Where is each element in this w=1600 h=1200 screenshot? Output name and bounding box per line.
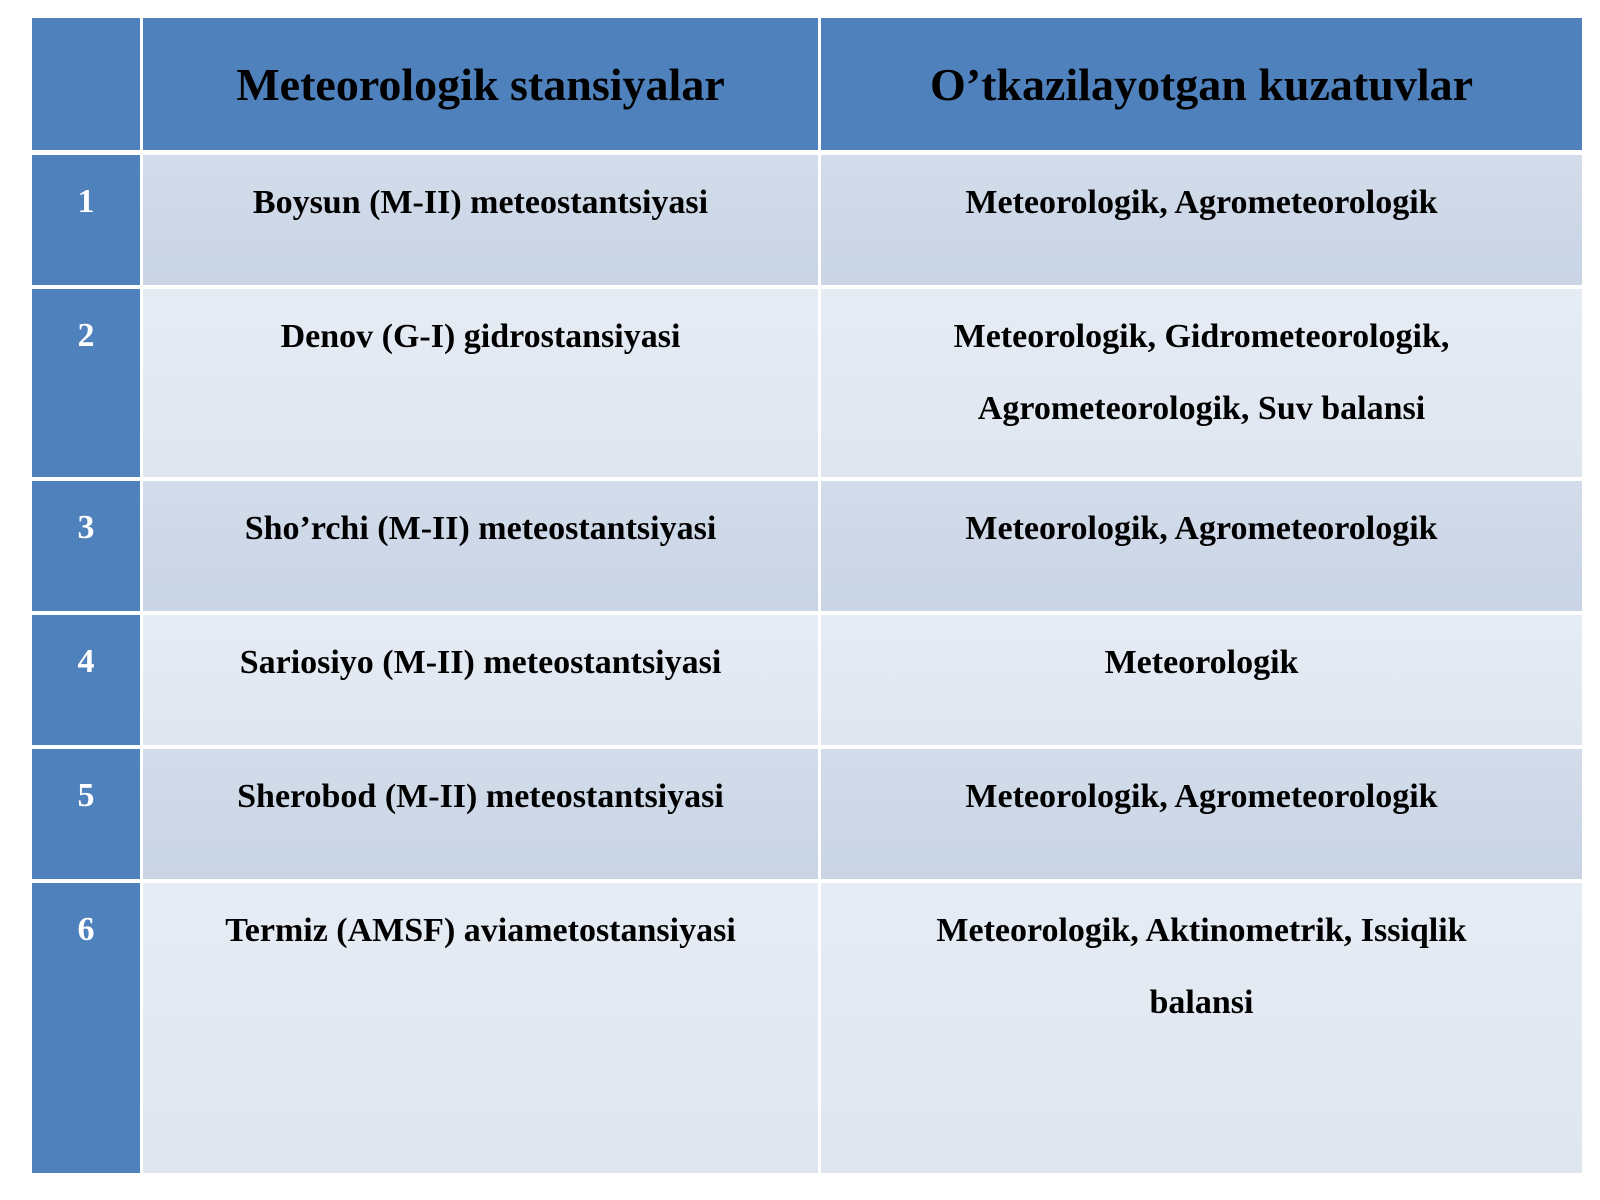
stations-table	[32, 18, 1582, 1180]
row-number: 5	[32, 749, 140, 879]
observations-line: Meteorologik, Agrometeorologik	[965, 184, 1438, 221]
observations-line: Meteorologik	[1104, 644, 1299, 681]
observations-line: balansi	[1149, 984, 1254, 1021]
observations-line: Meteorologik, Agrometeorologik	[965, 778, 1438, 815]
station-cell: Termiz (AMSF) aviametostansiyasi	[143, 883, 818, 1173]
row-number: 2	[32, 289, 140, 477]
row-number: 1	[32, 155, 140, 285]
observations-line: Meteorologik, Aktinometrik, Issiqlik	[936, 912, 1467, 949]
observations-line: Meteorologik, Agrometeorologik	[965, 510, 1438, 547]
row-number: 6	[32, 883, 140, 1173]
observations-cell	[821, 289, 1582, 477]
row-number: 4	[32, 615, 140, 745]
row-number: 3	[32, 481, 140, 611]
header-cell-number	[32, 18, 140, 150]
observations-line: Agrometeorologik, Suv balansi	[977, 390, 1426, 427]
station-cell: Sherobod (M-II) meteostantsiyasi	[143, 749, 818, 879]
station-cell: Boysun (M-II) meteostantsiyasi	[143, 155, 818, 285]
header-cell-stations: Meteorologik stansiyalar	[143, 18, 818, 150]
observations-cell	[821, 481, 1582, 611]
observations-cell	[821, 749, 1582, 879]
station-cell: Denov (G-I) gidrostansiyasi	[143, 289, 818, 477]
observations-line: Meteorologik, Gidrometeorologik,	[953, 318, 1450, 355]
station-cell: Sho’rchi (M-II) meteostantsiyasi	[143, 481, 818, 611]
observations-cell	[821, 615, 1582, 745]
header-cell-observations: O’tkazilayotgan kuzatuvlar	[821, 18, 1582, 150]
station-cell: Sariosiyo (M-II) meteostantsiyasi	[143, 615, 818, 745]
observations-cell	[821, 883, 1582, 1173]
observations-cell	[821, 155, 1582, 285]
